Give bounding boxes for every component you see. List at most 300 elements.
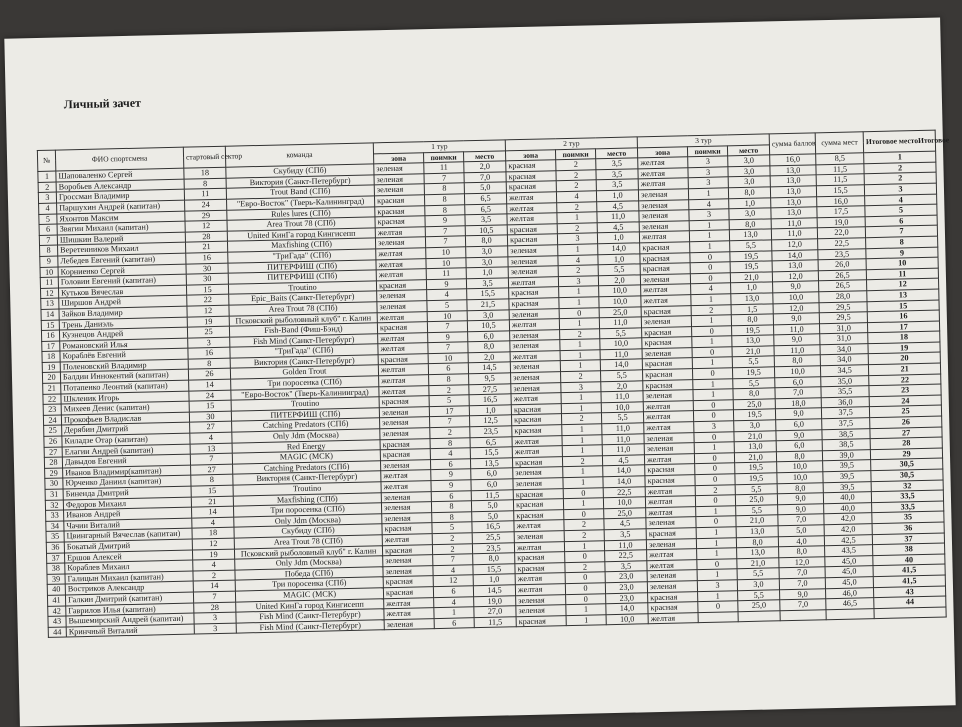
cell-place-2: 4,5: [604, 518, 646, 530]
cell-zone-3: красная: [642, 358, 692, 370]
cell-team: United КинГа город Кингисепп: [236, 598, 384, 612]
cell-place-2: 5,5: [601, 370, 643, 382]
cell-place-1: 1,0: [469, 405, 511, 417]
cell-sum-points: 10,0: [773, 292, 819, 304]
cell-num: 21: [43, 383, 61, 394]
header-final: [863, 130, 950, 153]
cell-catches-3: [698, 611, 738, 622]
cell-catches-3: 3: [688, 167, 728, 178]
cell-zone-3: зеленая: [644, 443, 694, 455]
cell-team: Golden Trout: [230, 365, 378, 379]
cell-catches-1: 7: [425, 236, 465, 247]
cell-final: 33,5: [872, 501, 944, 513]
cell-catches-1: 8: [425, 204, 465, 215]
cell-catches-2: 0: [566, 593, 606, 604]
cell-zone-3: желтая: [645, 496, 695, 508]
cell-team: "ТриГада" (СПб): [230, 344, 378, 358]
cell-final: 3: [864, 183, 936, 195]
cell-zone-1: желтая: [381, 481, 431, 493]
cell-catches-2: 4: [556, 191, 596, 202]
cell-zone-3: красная: [646, 528, 696, 540]
cell-final: 38: [873, 543, 945, 555]
cell-final: 9: [866, 247, 938, 259]
cell-zone-3: желтая: [641, 295, 691, 307]
cell-team: Виктория (Санкт-Петербург): [230, 355, 378, 369]
cell-place-1: 27,5: [469, 383, 511, 395]
cell-sum-places: 38,5: [822, 428, 870, 440]
header-team: команда: [225, 143, 373, 168]
cell-catches-3: 1: [689, 220, 729, 231]
cell-zone-2: желтая: [510, 351, 560, 363]
cell-zone-3: зеленая: [642, 348, 692, 360]
cell-num: 14: [41, 309, 59, 320]
cell-num: 44: [48, 627, 66, 638]
cell-zone-3: красная: [645, 475, 695, 487]
cell-sum-places: 43,5: [825, 545, 873, 557]
cell-zone-1: желтая: [378, 343, 428, 355]
cell-place-1: 5,0: [464, 182, 506, 194]
cell-zone-2: зеленая: [511, 372, 561, 384]
cell-start: 14: [189, 379, 231, 391]
cell-zone-1: красная: [383, 587, 433, 599]
cell-sum-points: 13,0: [771, 207, 817, 219]
cell-sum-places: 11,5: [816, 174, 864, 186]
cell-final: 40: [873, 554, 945, 566]
cell-name: Звягин Михаил (капитан): [57, 221, 185, 234]
cell-place-2: 14,0: [603, 476, 645, 488]
cell-zone-2: желтая: [514, 520, 564, 532]
cell-place-1: 6,0: [468, 331, 510, 343]
cell-team: Fish-Band (Фиш-Бэнд): [229, 323, 377, 337]
cell-sum-places: 45,0: [825, 566, 873, 578]
cell-num: 28: [44, 457, 62, 468]
cell-name: Давыдов Евгений: [62, 454, 190, 467]
cell-name: Кринчный Виталий: [66, 624, 194, 637]
cell-place-1: 2,0: [468, 352, 510, 364]
cell-place-3: 3,0: [728, 166, 770, 178]
cell-catches-1: 4: [434, 596, 474, 607]
cell-sum-points: 8,0: [776, 451, 822, 463]
cell-zone-3: красная: [648, 602, 698, 614]
cell-sum-points: 7,0: [779, 567, 825, 579]
cell-team: Trout Band (СПб): [226, 185, 374, 199]
cell-team: Troutino: [231, 397, 379, 411]
cell-catches-3: 0: [696, 516, 736, 527]
cell-num: 18: [42, 351, 60, 362]
cell-final: 41,5: [873, 575, 945, 587]
cell-place-3: 13,0: [734, 441, 776, 453]
cell-zone-3: желтая: [638, 178, 688, 190]
header-zone: зона: [638, 146, 688, 158]
cell-place-2: 10,0: [606, 613, 648, 625]
cell-team: MAGIC (МСК): [235, 588, 383, 602]
cell-num: 12: [40, 288, 58, 299]
header-place: место: [727, 144, 769, 156]
cell-catches-2: 2: [561, 371, 601, 382]
cell-sum-places: 39,5: [823, 460, 871, 472]
cell-sum-points: 6,0: [776, 440, 822, 452]
cell-zone-2: зеленая: [514, 531, 564, 543]
cell-catches-3: 0: [694, 431, 734, 442]
cell-zone-3: желтая: [638, 157, 688, 169]
cell-final: 11: [866, 268, 938, 280]
cell-final: 26: [870, 416, 942, 428]
cell-start: 22: [187, 294, 229, 306]
cell-num: 29: [45, 468, 63, 479]
cell-zone-1: красная: [375, 216, 425, 228]
cell-place-1: 23,5: [472, 542, 514, 554]
cell-zone-2: зеленая: [509, 308, 559, 320]
cell-name: Гаврилов Илья (капитан): [66, 603, 194, 616]
cell-catches-3: 0: [693, 368, 733, 379]
cell-catches-2: 1: [557, 212, 597, 223]
cell-zone-1: желтая: [376, 248, 426, 260]
cell-final: 23: [869, 384, 941, 396]
cell-catches-1: 8: [431, 501, 471, 512]
cell-place-2: 3,5: [596, 179, 638, 191]
cell-final: 43: [874, 586, 946, 598]
cell-num: 41: [47, 595, 65, 606]
cell-team: ПИТЕРФИШ (СПб): [231, 408, 379, 422]
cell-name: Прокофьев Владислав: [61, 412, 189, 425]
cell-zone-2: зеленая: [513, 478, 563, 490]
cell-sum-points: 11,0: [774, 345, 820, 357]
cell-team: Скубиду (СПб): [226, 164, 374, 178]
cell-place-2: 14,0: [606, 603, 648, 615]
cell-catches-1: 12: [433, 575, 473, 586]
cell-catches-3: 3: [688, 177, 728, 188]
cell-start: 18: [192, 527, 234, 539]
cell-start: 24: [189, 390, 231, 402]
cell-zone-2: желтая: [514, 541, 564, 553]
cell-final: 13: [867, 289, 939, 301]
cell-name: Кораблев Михаил: [65, 560, 193, 573]
cell-catches-3: 1: [692, 357, 732, 368]
cell-zone-3: желтая: [641, 284, 691, 296]
cell-catches-2: 1: [561, 392, 601, 403]
cell-place-2: 11,0: [600, 349, 642, 361]
cell-name: Потапенко Леонтий (капитан): [61, 380, 189, 393]
cell-sum-points: 13,0: [770, 165, 816, 177]
header-tour-1: 1 тур: [373, 140, 505, 154]
cell-place-3: 25,0: [738, 600, 780, 612]
cell-catches-2: 1: [560, 339, 600, 350]
cell-sum-points: 11,0: [771, 228, 817, 240]
cell-place-2: 14,0: [598, 243, 640, 255]
cell-place-2: 3,5: [604, 529, 646, 541]
cell-zone-3: желтая: [644, 453, 694, 465]
cell-catches-2: 1: [564, 540, 604, 551]
cell-team: Три поросенка (СПб): [233, 503, 381, 517]
cell-place-3: 3,0: [728, 155, 770, 167]
cell-place-2: 5,5: [601, 412, 643, 424]
cell-place-3: 3,0: [729, 208, 771, 220]
cell-zone-1: зеленая: [380, 459, 430, 471]
cell-team: Catching Predators (СПб): [233, 461, 381, 475]
cell-place-3: 19,5: [735, 473, 777, 485]
cell-place-2: 23,0: [605, 571, 647, 583]
cell-catches-2: 1: [558, 244, 598, 255]
cell-zone-3: красная: [648, 591, 698, 603]
cell-place-2: 11,0: [602, 433, 644, 445]
cell-zone-1: красная: [380, 438, 430, 450]
cell-start: 3: [194, 623, 236, 635]
cell-zone-2: желтая: [508, 276, 558, 288]
cell-place-2: 11,0: [602, 444, 644, 456]
cell-zone-1: желтая: [376, 258, 426, 270]
cell-place-3: 13,0: [737, 547, 779, 559]
cell-start: 27: [190, 422, 232, 434]
cell-start: 21: [185, 242, 227, 254]
cell-zone-2: зеленая: [510, 361, 560, 373]
cell-num: 23: [43, 404, 61, 415]
cell-catches-2: 1: [559, 318, 599, 329]
cell-team: Area Trout 78 (СПб): [234, 535, 382, 549]
cell-catches-3: 1: [697, 569, 737, 580]
cell-final: 15: [867, 300, 939, 312]
cell-zone-2: красная: [512, 425, 562, 437]
cell-start: 16: [186, 252, 228, 264]
cell-catches-1: 8: [424, 194, 464, 205]
cell-place-2: 2,0: [601, 380, 643, 392]
cell-final: 18: [868, 331, 940, 343]
cell-catches-3: 1: [694, 442, 734, 453]
cell-place-3: 1,5: [731, 303, 773, 315]
cell-final: 44: [874, 596, 946, 608]
cell-catches-1: 6: [433, 586, 473, 597]
cell-name: Биненда Дмитрий: [63, 486, 191, 499]
cell-catches-2: 2: [562, 456, 602, 467]
cell-place-1: 25,5: [472, 532, 514, 544]
cell-catches-3: 0: [695, 463, 735, 474]
cell-num: 13: [41, 298, 59, 309]
cell-zone-2: красная: [516, 615, 566, 627]
cell-final: 5: [865, 204, 937, 216]
cell-catches-1: 6: [430, 459, 470, 470]
header-final-label: Итоговое место: [865, 136, 919, 147]
cell-catches-1: 5: [427, 300, 467, 311]
cell-name: Трень Даниэль: [59, 317, 187, 330]
cell-sum-points: 8,0: [777, 482, 823, 494]
cell-catches-2: 1: [560, 360, 600, 371]
cell-zone-3: красная: [643, 379, 693, 391]
cell-zone-1: красная: [374, 195, 424, 207]
cell-place-2: 10,0: [599, 296, 641, 308]
cell-zone-1: желтая: [377, 311, 427, 323]
cell-catches-3: 1: [698, 590, 738, 601]
cell-final: 37: [872, 533, 944, 545]
cell-zone-1: зеленая: [383, 565, 433, 577]
cell-start: 19: [187, 316, 229, 328]
cell-num: 22: [43, 394, 61, 405]
cell-zone-1: зеленая: [384, 618, 434, 630]
cell-sum-places: 15,5: [816, 185, 864, 197]
cell-zone-1: зеленая: [383, 555, 433, 567]
cell-place-1: 6,5: [465, 203, 507, 215]
cell-name: Корниенко Сергей: [58, 264, 186, 277]
cell-sum-points: 9,0: [773, 281, 819, 293]
cell-sum-places: 37,5: [822, 407, 870, 419]
cell-zone-2: красная: [511, 404, 561, 416]
cell-place-2: 4,5: [597, 222, 639, 234]
cell-sum-points: 8,0: [779, 546, 825, 558]
cell-name: Шаповаленко Сергей: [56, 168, 184, 181]
cell-team: "Евро-Восток" (Тверь-Калининград): [231, 386, 379, 400]
cell-num: 15: [41, 320, 59, 331]
cell-team: Fish Mind (Санкт-Петербург): [230, 334, 378, 348]
cell-zone-2: зеленая: [516, 605, 566, 617]
cell-place-3: 5,5: [737, 568, 779, 580]
cell-name: Юрченко Даниил (капитан): [63, 475, 191, 488]
cell-place-1: 16,5: [469, 394, 511, 406]
cell-final: 30,5: [871, 469, 943, 481]
cell-name: Дерябин Дмитрий: [62, 423, 190, 436]
cell-place-2: 11,0: [599, 317, 641, 329]
cell-sum-points: 7,0: [775, 387, 821, 399]
cell-sum-places: 11,5: [816, 164, 864, 176]
results-table: [37, 130, 950, 639]
cell-name: Ершов Алексей: [64, 550, 192, 563]
cell-sum-places: 39,0: [822, 449, 870, 461]
cell-final: 28: [870, 437, 942, 449]
cell-place-1: 7,0: [464, 172, 506, 184]
cell-zone-2: красная: [506, 171, 556, 183]
cell-zone-2: зеленая: [510, 329, 560, 341]
cell-start: 18: [184, 167, 226, 179]
cell-zone-1: красная: [375, 205, 425, 217]
cell-num: 43: [48, 616, 66, 627]
cell-zone-2: зеленая: [513, 467, 563, 479]
cell-place-1: 3,5: [465, 214, 507, 226]
document-sheet: [4, 17, 955, 726]
cell-zone-3: красная: [642, 326, 692, 338]
cell-sum-places: 45,0: [825, 577, 873, 589]
cell-name: Яхонтов Максим: [57, 211, 185, 224]
cell-place-3: 8,0: [736, 536, 778, 548]
cell-sum-points: 10,0: [775, 366, 821, 378]
cell-place-3: 8,0: [728, 187, 770, 199]
cell-place-2: 10,0: [603, 497, 645, 509]
cell-final: 33,5: [871, 490, 943, 502]
cell-catches-3: 3: [688, 156, 728, 167]
cell-sum-points: 12,0: [779, 556, 825, 568]
cell-place-2: 11,0: [604, 539, 646, 551]
cell-sum-points: 7,0: [778, 514, 824, 526]
cell-sum-points: 14,0: [772, 249, 818, 261]
cell-name: Лебедев Евгений (капитан): [58, 253, 186, 266]
cell-name: Елагин Андрей (капитан): [62, 444, 190, 457]
cell-name: Воробьев Александр: [56, 179, 184, 192]
cell-catches-2: 1: [561, 403, 601, 414]
cell-catches-3: 0: [690, 251, 730, 262]
cell-final: 2: [864, 162, 936, 174]
cell-start: 15: [189, 400, 231, 412]
cell-zone-1: красная: [382, 523, 432, 535]
cell-catches-1: 1: [434, 607, 474, 618]
cell-place-2: 22,5: [603, 486, 645, 498]
cell-sum-places: 8,5: [816, 153, 864, 165]
cell-zone-2: желтая: [509, 319, 559, 331]
cell-team: "ТриГада" (СПб): [228, 249, 376, 263]
cell-place-2: 3,5: [605, 561, 647, 573]
cell-catches-2: 2: [558, 265, 598, 276]
cell-zone-3: красная: [645, 464, 695, 476]
cell-place-1: 14,5: [468, 362, 510, 374]
cell-start: 8: [191, 475, 233, 487]
cell-num: 34: [46, 521, 64, 532]
cell-place-3: 3,0: [734, 420, 776, 432]
cell-place-1: 8,0: [473, 553, 515, 565]
cell-catches-1: 4: [430, 448, 470, 459]
cell-place-2: 5,5: [598, 264, 640, 276]
cell-name: Поленовский Владимир: [60, 359, 188, 372]
cell-place-3: 13,0: [729, 229, 771, 241]
cell-team: Maxfishing (СПб): [227, 238, 375, 252]
cell-place-1: 11,5: [474, 616, 516, 628]
cell-team: ПИТЕРФИШ (СПб): [228, 259, 376, 273]
cell-zone-1: зеленая: [374, 174, 424, 186]
document-title: Личный зачет: [63, 95, 142, 112]
cell-name: Кутьков Вячеслав: [58, 285, 186, 298]
cell-catches-1: 9: [431, 480, 471, 491]
cell-catches-3: 0: [693, 400, 733, 411]
cell-num: 4: [39, 203, 57, 214]
cell-zone-1: зеленая: [379, 407, 429, 419]
cell-sum-places: 29,5: [819, 301, 867, 313]
cell-name: Галицын Михаил (капитан): [65, 571, 193, 584]
header-num: №: [37, 150, 55, 172]
cell-catches-1: 5: [432, 522, 472, 533]
cell-zone-1: зеленая: [374, 163, 424, 175]
cell-num: 42: [48, 605, 66, 616]
cell-place-1: 1,0: [473, 574, 515, 586]
cell-sum-places: 38,5: [822, 439, 870, 451]
cell-zone-1: зеленая: [382, 512, 432, 524]
cell-catches-3: 2: [691, 304, 731, 315]
cell-start: 7: [193, 591, 235, 603]
cell-zone-2: зеленая: [516, 594, 566, 606]
cell-sum-places: 29,5: [819, 312, 867, 324]
cell-place-2: 1,0: [598, 253, 640, 265]
cell-name: Головин Евгений (капитан): [58, 274, 186, 287]
cell-zone-3: желтая: [647, 549, 697, 561]
cell-zone-1: желтая: [379, 385, 429, 397]
cell-final: 8: [866, 236, 938, 248]
cell-sum-points: 13,0: [770, 175, 816, 187]
cell-place-2: 3,5: [596, 158, 638, 170]
cell-catches-1: 8: [424, 183, 464, 194]
cell-team: Псковский рыболовный клуб" г. Калин: [229, 312, 377, 326]
table-body: [38, 151, 946, 637]
cell-catches-1: 4: [433, 564, 473, 575]
cell-catches-2: 2: [565, 561, 605, 572]
cell-start: 19: [192, 549, 234, 561]
header-catches: поимки: [424, 151, 464, 162]
cell-catches-1: 6: [434, 617, 474, 628]
cell-catches-3: 1: [696, 527, 736, 538]
cell-catches-3: 0: [695, 474, 735, 485]
header-zone: зона: [506, 149, 556, 161]
cell-sum-places: 26,0: [818, 259, 866, 271]
cell-sum-places: 31,0: [820, 333, 868, 345]
cell-team: Fish Mind (Санкт-Петербург): [236, 619, 384, 633]
cell-sum-points: 4,0: [778, 535, 824, 547]
cell-zone-1: желтая: [382, 534, 432, 546]
cell-zone-1: зеленая: [377, 290, 427, 302]
cell-sum-places: 42,0: [824, 524, 872, 536]
cell-zone-3: желтая: [643, 401, 693, 413]
cell-place-1: 3,0: [466, 256, 508, 268]
